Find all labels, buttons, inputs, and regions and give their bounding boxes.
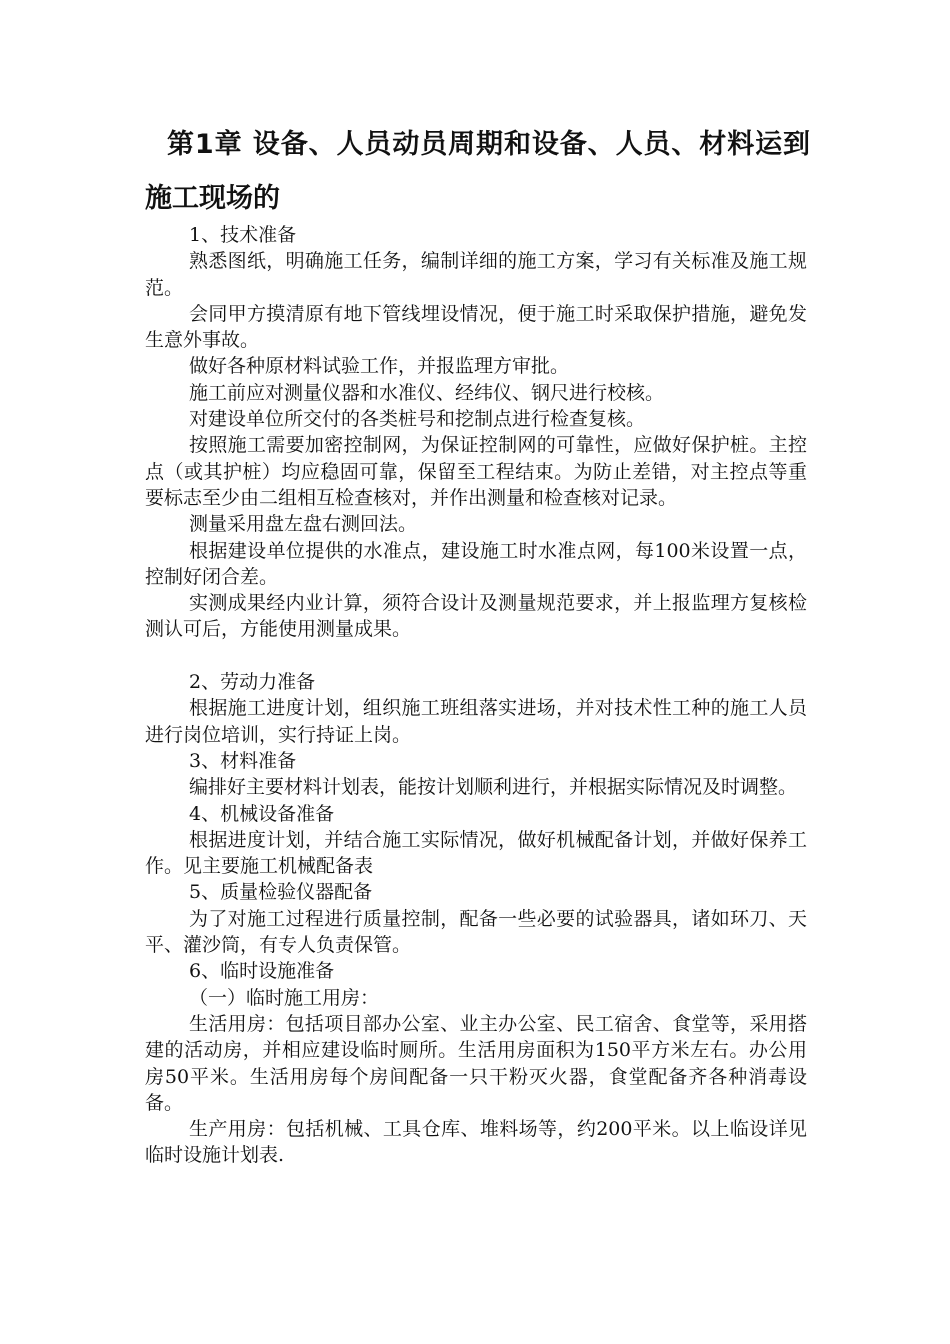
section-heading: 5、质量检验仪器配备 <box>189 881 373 904</box>
section-heading: 2、劳动力准备 <box>189 671 316 694</box>
body-paragraph: 根据建设单位提供的水准点，建设施工时水准点网，每100米设置一点，控制好闭合差。 <box>145 539 807 588</box>
section-heading: 3、材料准备 <box>189 749 297 772</box>
body-paragraph: 编排好主要材料计划表，能按计划顺利进行，并根据实际情况及时调整。 <box>189 776 798 799</box>
body-paragraph: 生产用房：包括机械、工具仓库、堆料场等，约200平米。以上临设详见临时设施计划表. <box>145 1118 807 1167</box>
section-heading: 4、机械设备准备 <box>189 802 335 825</box>
section-heading: （一）临时施工用房： <box>189 986 380 1009</box>
body-paragraph: 做好各种原材料试验工作，并报监理方审批。 <box>189 355 570 378</box>
body-paragraph: 会同甲方摸清原有地下管线埋设情况，便于施工时采取保护措施，避免发生意外事故。 <box>145 302 807 352</box>
section-heading: 6、临时设施准备 <box>189 960 335 983</box>
body-paragraph: 测量采用盘左盘右测回法。 <box>189 513 418 536</box>
paragraph-spacer <box>145 643 807 669</box>
body-paragraph: 对建设单位所交付的各类桩号和挖制点进行检查复核。 <box>189 408 646 431</box>
body-paragraph: 为了对施工过程进行质量控制，配备一些必要的试验器具，诸如环刀、天平、灌沙筒，有专人负责保管。 <box>145 907 807 957</box>
body-paragraph: 实测成果经内业计算，须符合设计及测量规范要求，并上报监理方复核检测认可后，方能使用测量成果。 <box>145 592 807 641</box>
chapter-heading: 第1章 设备、人员动员周期和设备、人员、材料运到施工现场的 <box>145 129 810 214</box>
body-paragraph: 生活用房：包括项目部办公室、业主办公室、民工宿舍、食堂等，采用搭建的活动房，并相应建设临时厕所。生活用房面积为150平方米左右。办公用房50平米。生活用房每个房间配备一只干粉灭火器，食堂配备齐各种消毒设备。 <box>145 1012 807 1114</box>
body-paragraph: 按照施工需要加密控制网，为保证控制网的可靠性，应做好保护桩。主控点（或其护桩）均应稳固可靠，保留至工程结束。为防止差错，对主控点等重要标志至少由二组相互检查核对，并作出测量和检查核对记录。 <box>145 434 807 509</box>
body-paragraph: 根据进度计划，并结合施工实际情况，做好机械配备计划，并做好保养工作。见主要施工机械配备表 <box>145 828 807 878</box>
document-body <box>145 222 807 1169</box>
body-paragraph: 熟悉图纸，明确施工任务，编制详细的施工方案，学习有关标准及施工规范。 <box>145 250 807 299</box>
body-paragraph: 施工前应对测量仪器和水准仪、经纬仪、钢尺进行校核。 <box>189 381 665 404</box>
section-heading: 1、技术准备 <box>189 224 297 246</box>
body-paragraph: 根据施工进度计划，组织施工班组落实进场，并对技术性工种的施工人员进行岗位培训，实行持证上岗。 <box>145 697 807 746</box>
